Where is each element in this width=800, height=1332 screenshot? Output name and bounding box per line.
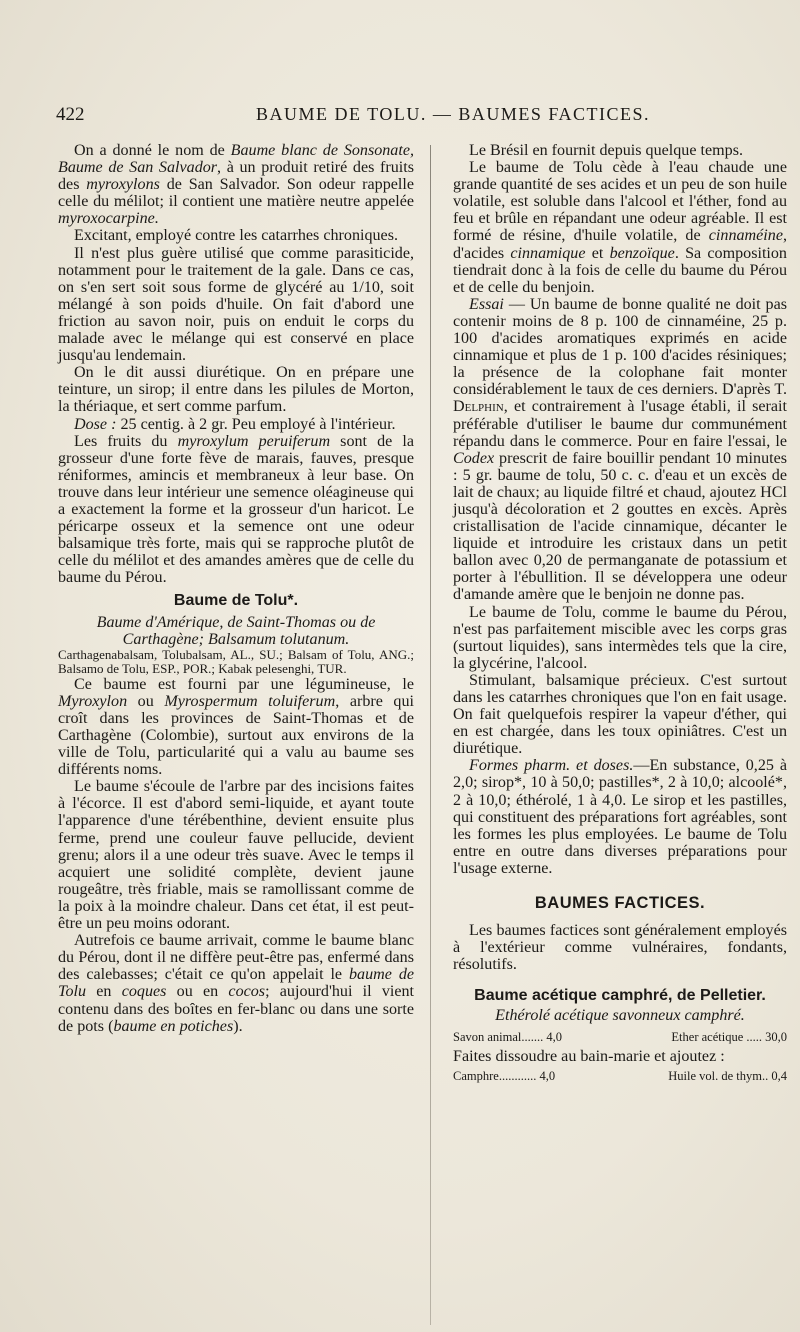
paragraph: Dose : 25 centig. à 2 gr. Peu employé à l'intérieur. (74, 415, 396, 433)
page-header (56, 104, 776, 134)
paragraph: Stimulant, balsamique précieux. C'est surtout dans les catarrhes chroniques que l'on en fait usage. On fait quelquefois respirer la vapeur d'éther, qui en est chargée, dans les toux opiniâtres. C'est un diurétique. (453, 671, 787, 758)
section-title: Baume de Tolu*. (173, 592, 299, 610)
left-column (58, 142, 414, 1035)
column-divider (430, 145, 431, 1325)
paragraph: Le Brésil en fournit depuis quelque temps. (469, 142, 743, 159)
ingredient: Camphre............ 4,0 (453, 1068, 556, 1083)
paragraph: Le baume de Tolu, comme le baume du Pérou, n'est pas parfaitement miscible avec les corps gras (surtout liquides), sans intermèdes tels que la cire, la glycérine, l'alcool. (453, 603, 787, 672)
recipe-instruction: Faites dissoudre au bain-marie et ajoutez : (453, 1047, 725, 1065)
paragraph: Le baume s'écoule de l'arbre par des incisions faites à l'écorce. Il est d'abord semi-liquide, et ayant toute l'apparence d'une térébenthine, devient ensuite plus ferme, prend une couleur fauve pellucide, devient grenu; alors il a une odeur très suave. Avec le temps il acquiert une solidité complète, devient jaune rougeâtre, très friable, mais se ramollissant comme de la poix à la moindre chaleur. Dans cet état, il est peut-être un peu moins odorant. (58, 778, 414, 933)
recipe-ingredients-row (453, 1067, 787, 1085)
paragraph: Formes pharm. et doses.—En substance, 0,25 à 2,0; sirop*, 10 à 50,0; pastilles*, 2 à 10,0; alcoolé*, 2 à 10,0; éthérolé, 1 à 4,0. Le sirop et les pastilles, qui constituent des préparations fort agréables, sont les formes les plus employées. Le baume de Tolu entre en outre dans diverses préparations pour l'usage externe. (453, 757, 787, 877)
section-title: BAUMES FACTICES. (534, 894, 706, 913)
paragraph: On le dit aussi diurétique. On en prépare une teinture, un sirop; il entre dans les pilules de Morton, la thériaque, et sert comme parfum. (58, 364, 414, 416)
paragraph: Autrefois ce baume arrivait, comme le baume blanc du Pérou, dont il ne diffère peut-être pas, enfermé dans des calebasses; c'était ce qu'on appelait le baume de Tolu en coques ou en cocos; aujourd'hui il vient contenu dans des boîtes en fer-blanc ou dans une sorte de pots (baume en potiches). (58, 932, 415, 1035)
paragraph: Il n'est plus guère utilisé que comme parasiticide, notamment pour le traitement de la gale. Dans ce cas, on s'en sert soit sous forme de glycéré au 1/10, soit mélangé à son poids d'huile. On fait d'abord une friction au savon noir, puis on enduit le corps du malade avec le mélange qui est conservé en place jusqu'au lendemain. (58, 244, 414, 365)
recipe-ingredients-row (453, 1028, 787, 1046)
page-number: 422 (56, 104, 85, 125)
ingredient: Huile vol. de thym.. 0,4 (668, 1068, 787, 1083)
paragraph: Essai — Un baume de bonne qualité ne doit pas contenir moins de 8 p. 100 de cinnaméine, 25 p. 100 d'acides aromatiques exprimés en acide cinnamique et plus de 1 p. 100 d'acides résiniques; la présence de la colophane fait monter considérablement le taux de ces derniers. D'après T. Delphin, et contrairement à l'usage établi, il serait préférable d'utiliser le baume dur communément répandu dans le commerce. Pour en faire l'essai, le Codex prescrit de faire bouillir pendant 10 minutes : 5 gr. baume de tolu, 50 c. c. d'eau et un excès de lait de chaux; au liquide filtré et chaud, ajoutez HCl jusqu'à décoloration et 2 gouttes en excès. Après cristallisation de l'acide cinnamique, décanter le liquide et introduire les cristaux dans un petit ballon avec 0,20 de permanganate de potassium et porter à l'ébullition. Il se développera une odeur d'amande amère que le benjoin ne donne pas. (453, 295, 787, 604)
ingredient: Savon animal....... 4,0 (453, 1029, 563, 1044)
recipe-subtitle: Ethérolé acétique savonneux camphré. (495, 1006, 745, 1024)
paragraph: Les baumes factices sont généralement employés à l'extérieur comme vulnéraires, fondants, résolutifs. (453, 922, 787, 974)
recipe-title: Baume acétique camphré, de Pelletier. (474, 987, 766, 1005)
ingredient: Ether acétique ..... 30,0 (671, 1029, 787, 1044)
paragraph: Ce baume est fourni par une légumineuse, le Myroxylon ou Myrospermum toluiferum, arbre qui croît dans les provinces de Saint-Thomas et de Carthagène (Colombie), surtout aux environs de la ville de Tolu, particularité qui a valu au baume ses différents noms. (58, 675, 414, 779)
paragraph: Excitant, employé contre les catarrhes chroniques. (74, 227, 398, 245)
paragraph: Le baume de Tolu cède à l'eau chaude une grande quantité de ses acides et un peu de son huile volatile, est soluble dans l'alcool et l'éther, fond au feu et brûle en répandant une odeur agréable. Il est formé de résine, d'huile volatile, de cinnaméine, d'acides cinnamique et benzoïque. Sa composition tiendrait donc à la fois de celle du baume du Pérou et de celle du benjoin. (453, 159, 787, 296)
running-head: BAUME DE TOLU. — BAUMES FACTICES. (256, 104, 651, 124)
paragraph: On a donné le nom de Baume blanc de Sonsonate, Baume de San Salvador, à un produit retiré des fruits des myroxylons de San Salvador. Son odeur rappelle celle du mélilot; il contient une matière neutre appelée myroxocarpine. (58, 142, 414, 228)
synonyms: Baume d'Amérique, de Saint-Thomas ou de Carthagène; Balsamum tolutanum. (96, 613, 376, 648)
paragraph: Les fruits du myroxylum peruiferum sont de la grosseur d'une forte fève de marais, fauves, presque réniformes, amincis et membraneux à leur base. On trouve dans leur intérieur une semence oléagineuse qui a exactement la forme et la grosseur d'un haricot. Le péricarpe osseux et la semence ont une odeur balsamique très forte, mais qui se rapproche plutôt de celle du mélilot et des amandes amères que de celle du baume du Pérou. (58, 432, 414, 587)
foreign-names: Carthagenabalsam, Tolubalsam, AL., SU.; Balsam of Tolu, ANG.; Balsamo de Tolu, ESP., POR.; Kabak pelesenghi, TUR. (58, 646, 414, 676)
right-column (453, 142, 787, 1085)
